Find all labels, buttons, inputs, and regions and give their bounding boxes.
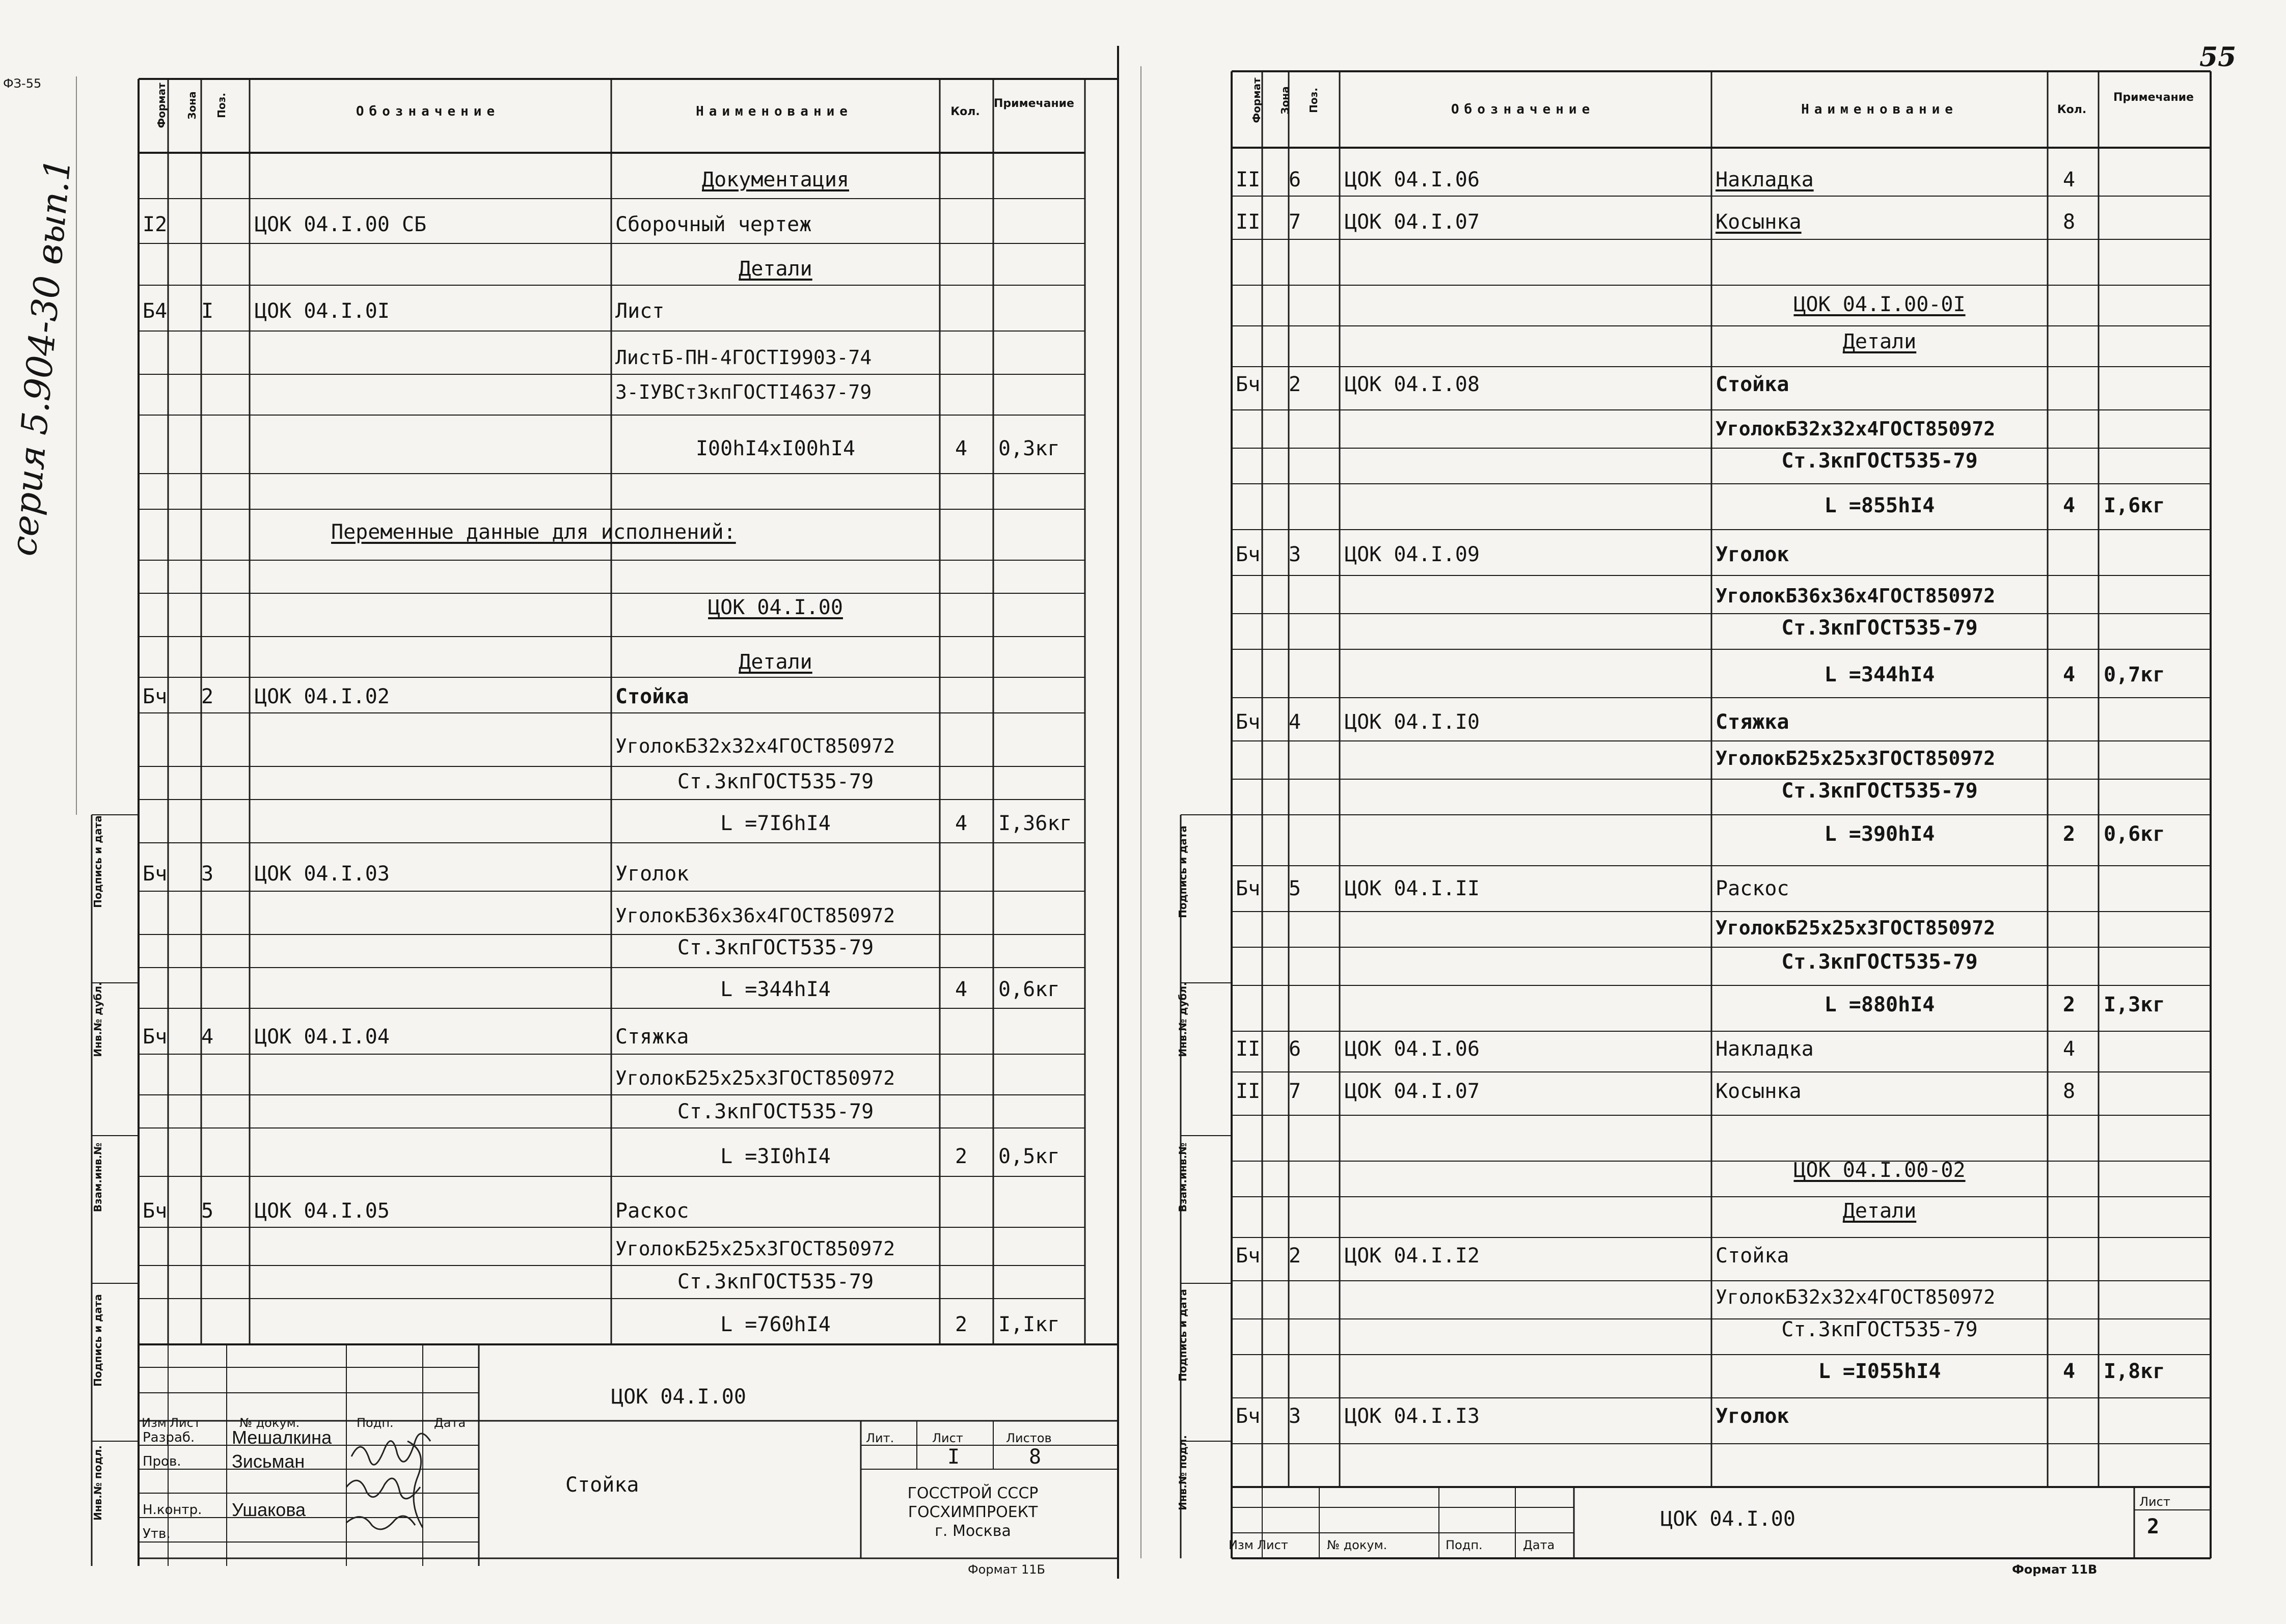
format-cell: Бч [143,1025,168,1049]
strip-left-5: Инв.№ подл. [92,1445,104,1521]
position-cell: 2 [201,685,214,708]
note-cell: 0,7кг [2104,663,2165,686]
format-cell: Бч [143,862,168,886]
name-cell: УголокБ32x32x4ГОСТ850972 [1716,1286,1996,1308]
name-cell: ЦОК 04.I.00 [708,596,843,619]
designation-cell: ЦОК 04.I.07 [1345,210,1480,234]
left-doc-code: ЦОК 04.I.00 [611,1385,746,1409]
tb-head-doc: № докум. [239,1416,300,1430]
position-cell: 2 [1289,1244,1301,1268]
name-cell: Ст.3кпГОСТ535-79 [1781,449,1978,473]
name-cell: Ст.3кпГОСТ535-79 [1781,1318,1978,1341]
header-note: Примечание [994,97,1074,110]
rtb-sheet-label: Лист [2139,1495,2170,1509]
designation-cell: ЦОК 04.I.II [1345,877,1480,900]
role-person: Мешалкина [232,1427,332,1448]
rtb-head-sign: Подп. [1446,1538,1483,1552]
name-cell: Косынка [1716,210,1802,234]
format-cell: Бч [1236,1244,1261,1268]
note-cell: 0,6кг [2104,822,2165,846]
name-cell: Документация [702,168,849,191]
header-designation-right: Обозначение [1451,102,1595,117]
name-cell: УголокБ32x32x4ГОСТ850972 [615,735,895,757]
right-format-label: Формат 11В [2012,1562,2098,1577]
name-cell: Стойка [615,685,689,708]
name-cell: L =7I6hI4 [720,812,831,835]
name-cell: Ст.3кпГОСТ535-79 [1781,616,1978,640]
qty-cell: 8 [2063,210,2076,234]
position-cell: 4 [1289,710,1301,734]
name-cell: Уголок [615,862,689,886]
name-cell: УголокБ25x25x3ГОСТ850972 [1716,747,1996,769]
designation-cell: ЦОК 04.I.I0 [1345,710,1480,734]
position-cell: 3 [1289,543,1301,566]
position-cell: I [201,299,214,323]
note-cell: 0,5кг [998,1145,1060,1168]
qty-cell: 4 [2063,168,2076,191]
name-cell: Ст.3кпГОСТ535-79 [1781,950,1978,974]
header-format-right: Формат [1250,77,1263,123]
tb-sheet-label: Лист [932,1431,963,1445]
name-cell: ЦОК 04.I.00-0I [1793,293,1966,316]
format-cell: Бч [143,685,168,708]
designation-cell: ЦОК 04.I.I2 [1345,1244,1480,1268]
role-label: Разраб. [143,1430,195,1445]
name-cell: ЦОК 04.I.00-02 [1793,1159,1966,1182]
name-cell: Ст.3кпГОСТ535-79 [1781,779,1978,803]
position-cell: 3 [201,862,214,886]
designation-cell: ЦОК 04.I.03 [255,862,390,886]
variable-data-caption: Переменные данные для исполнений: [331,520,736,544]
rtb-head-date: Дата [1523,1538,1555,1552]
name-cell: L =880hI4 [1824,993,1935,1016]
header-qty-right: Кол. [2057,103,2087,116]
position-cell: 6 [1289,1037,1301,1061]
format-cell: Бч [1236,710,1261,734]
name-cell: 3-IУВСт3кпГОСТI4637-79 [615,381,872,403]
strip-left-4: Подпись и дата [92,1294,104,1387]
qty-cell: 8 [2063,1080,2076,1103]
name-cell: Ст.3кпГОСТ535-79 [677,1270,874,1293]
position-cell: 2 [1289,373,1301,396]
tb-sheets-label: Листов [1006,1431,1052,1445]
header-name-right: Наименование [1801,102,1958,117]
position-cell: 6 [1289,168,1301,191]
strip-right-4: Подпись и дата [1177,1289,1189,1382]
format-cell: II [1236,210,1261,234]
name-cell: L =344hI4 [720,978,831,1001]
header-qty: Кол. [950,105,980,118]
name-cell: Лист [615,299,665,323]
name-cell: Раскос [1716,877,1789,900]
strip-right-2: Инв.№ дубл. [1177,982,1189,1057]
format-cell: Бч [1236,543,1261,566]
designation-cell: ЦОК 04.I.0I [255,299,390,323]
name-cell: УголокБ36x36x4ГОСТ850972 [1716,585,1996,607]
name-cell: Ст.3кпГОСТ535-79 [677,936,874,959]
format-cell: I2 [143,213,168,236]
tb-lit-label: Лит. [866,1431,894,1445]
strip-right-5: Инв.№ подл. [1177,1435,1189,1510]
name-cell: Уголок [1716,543,1789,566]
rtb-sheet-value: 2 [2147,1515,2160,1538]
name-cell: L =I055hI4 [1818,1360,1941,1383]
designation-cell: ЦОК 04.I.07 [1345,1080,1480,1103]
name-cell: L =390hI4 [1824,822,1935,846]
designation-cell: ЦОК 04.I.04 [255,1025,390,1049]
format-cell: II [1236,1080,1261,1103]
strip-right-3: Взам.инв.№ [1177,1142,1189,1213]
note-cell: I,3кг [2104,993,2165,1016]
note-cell: I,6кг [2104,494,2165,517]
qty-cell: 2 [955,1145,968,1168]
name-cell: Накладка [1716,1037,1814,1061]
header-zone: Зона [186,91,198,120]
format-cell: Бч [143,1199,168,1223]
note-cell: I,8кг [2104,1360,2165,1383]
qty-cell: 4 [2063,494,2076,517]
tb-sheets-value: 8 [1029,1445,1042,1469]
tb-head-sign: Подп. [357,1416,394,1430]
qty-cell: 4 [2063,1037,2076,1061]
name-cell: Уголок [1716,1405,1789,1428]
header-designation: Обозначение [356,104,500,119]
name-cell: УголокБ25x25x3ГОСТ850972 [1716,917,1996,939]
header-position: Поз. [215,93,228,118]
name-cell: Стойка [1716,373,1789,396]
name-cell: Накладка [1716,168,1814,191]
header-name: Наименование [696,104,853,119]
strip-right-1: Подпись и дата [1177,825,1189,918]
rtb-head-list: Лист [1257,1538,1288,1552]
org-line-2: ГОСХИМПРОЕКТ [908,1503,1038,1521]
name-cell: УголокБ32x32x4ГОСТ850972 [1716,418,1996,440]
org-line-1: ГОССТРОЙ СССР [907,1484,1039,1502]
qty-cell: 4 [2063,663,2076,686]
header-zone-right: Зона [1279,86,1291,115]
tb-head-izm: Изм [142,1416,167,1430]
org-line-3: г. Москва [935,1522,1011,1540]
format-cell: Бч [1236,877,1261,900]
header-position-right: Поз. [1308,88,1320,113]
name-cell: Ст.3кпГОСТ535-79 [677,770,874,793]
designation-cell: ЦОК 04.I.06 [1345,168,1480,191]
qty-cell: 4 [955,812,968,835]
role-label: Н.контр. [143,1502,202,1518]
top-left-code: ФЗ-55 [3,76,42,91]
qty-cell: 2 [2063,822,2076,846]
designation-cell: ЦОК 04.I.02 [255,685,390,708]
qty-cell: 4 [2063,1360,2076,1383]
note-cell: I,Iкг [998,1313,1060,1336]
name-cell: Стойка [1716,1244,1789,1268]
name-cell: Сборочный чертеж [615,213,812,236]
role-label: Пров. [143,1454,181,1469]
name-cell: Стяжка [615,1025,689,1049]
format-cell: II [1236,168,1261,191]
position-cell: 3 [1289,1405,1301,1428]
role-person: Ушакова [232,1499,306,1520]
qty-cell: 4 [955,978,968,1001]
tb-head-date: Дата [434,1416,466,1430]
note-cell: 0,3кг [998,437,1060,460]
position-cell: 7 [1289,210,1301,234]
format-cell: Б4 [143,299,168,323]
position-cell: 5 [201,1199,214,1223]
name-cell: УголокБ25x25x3ГОСТ850972 [615,1237,895,1260]
page-number: 55 [2199,42,2237,73]
designation-cell: ЦОК 04.I.00 СБ [255,213,427,236]
name-cell: Детали [1842,1199,1917,1223]
name-cell: L =855hI4 [1824,494,1935,517]
right-doc-code: ЦОК 04.I.00 [1661,1507,1795,1531]
tb-sheet-value: I [947,1445,960,1469]
rtb-head-izm: Изм [1229,1538,1254,1552]
name-cell: Раскос [615,1199,689,1223]
name-cell: Ст.3кпГОСТ535-79 [677,1100,874,1123]
header-note-right: Примечание [2113,91,2194,104]
designation-cell: ЦОК 04.I.05 [255,1199,390,1223]
left-format-label: Формат 11Б [968,1562,1046,1577]
role-person: Зисьман [232,1451,305,1472]
left-drawing-title: Стойка [565,1473,639,1497]
name-cell: L =760hI4 [720,1313,831,1336]
name-cell: L =3I0hI4 [720,1145,831,1168]
qty-cell: 2 [955,1313,968,1336]
name-cell: УголокБ36x36x4ГОСТ850972 [615,904,895,927]
strip-left-3: Взам.инв.№ [92,1142,104,1213]
position-cell: 4 [201,1025,214,1049]
name-cell: L =344hI4 [1824,663,1935,686]
designation-cell: ЦОК 04.I.08 [1345,373,1480,396]
name-cell: УголокБ25x25x3ГОСТ850972 [615,1067,895,1089]
position-cell: 5 [1289,877,1301,900]
designation-cell: ЦОК 04.I.09 [1345,543,1480,566]
name-cell: I00hI4xI00hI4 [695,437,856,460]
designation-cell: ЦОК 04.I.I3 [1345,1405,1480,1428]
designation-cell: ЦОК 04.I.06 [1345,1037,1480,1061]
qty-cell: 2 [2063,993,2076,1016]
position-cell: 7 [1289,1080,1301,1103]
name-cell: Стяжка [1716,710,1789,734]
format-cell: Бч [1236,373,1261,396]
name-cell: Детали [739,257,812,281]
rtb-head-doc: № докум. [1327,1538,1387,1552]
strip-left-1: Подпись и дата [92,815,104,908]
format-cell: Бч [1236,1405,1261,1428]
tb-head-list: Лист [170,1416,201,1430]
strip-left-2: Инв.№ дубл. [92,982,104,1057]
note-cell: 0,6кг [998,978,1060,1001]
header-format: Формат [155,82,168,128]
name-cell: Детали [1842,330,1917,353]
name-cell: ЛистБ-ПН-4ГОСТI9903-74 [615,346,872,369]
role-label: Утв. [143,1526,171,1542]
qty-cell: 4 [955,437,968,460]
series-annotation: серия 5.904-30 вып.1 [2,156,79,558]
name-cell: Косынка [1716,1080,1802,1103]
note-cell: I,36кг [998,812,1072,835]
name-cell: Детали [739,650,812,674]
format-cell: II [1236,1037,1261,1061]
